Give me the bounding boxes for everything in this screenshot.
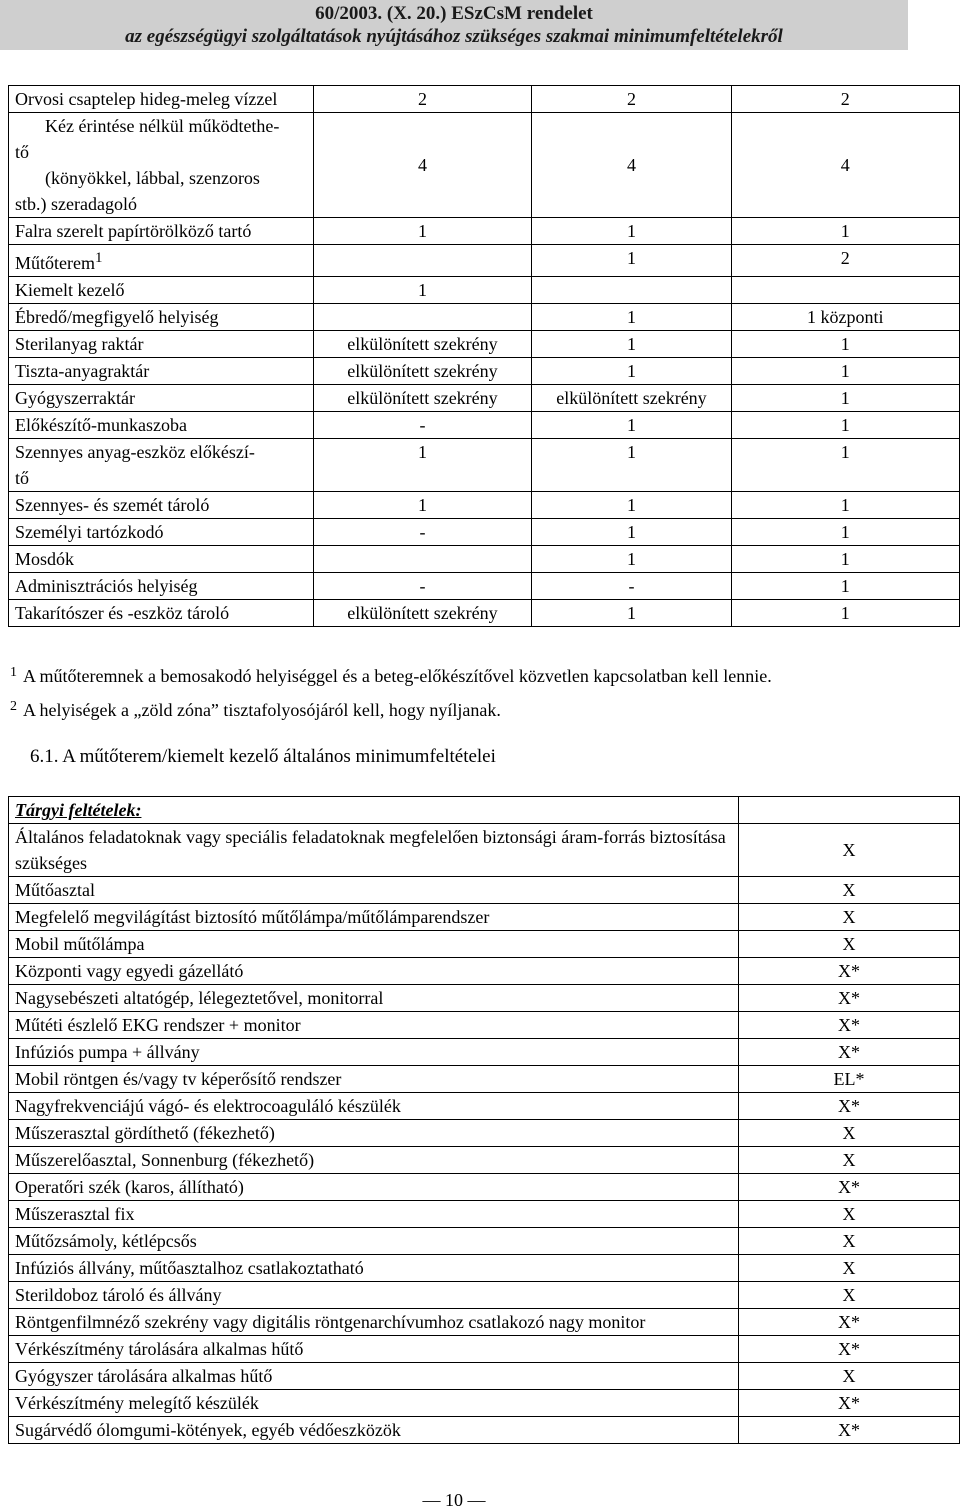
equipment-item: Vérkészítmény melegítő készülék (9, 1390, 739, 1417)
table-row (9, 218, 960, 245)
equipment-item: Infúziós állvány, műtőasztalhoz csatlakoztatható (9, 1255, 739, 1282)
table-cell: 1 (532, 492, 731, 519)
table-row (9, 1336, 960, 1363)
table-row (9, 931, 960, 958)
table-row (9, 1201, 960, 1228)
equipment-item: Általános feladatoknak vagy speciális feladatoknak megfelelően biztonsági áram-forrás biztosítása szükséges (9, 824, 739, 877)
table-cell: 1 (731, 492, 959, 519)
equipment-item: Operatőri szék (karos, állítható) (9, 1174, 739, 1201)
equipment-requirement: X* (738, 985, 959, 1012)
table-cell: 1 (731, 385, 959, 412)
table-cell: - (532, 573, 731, 600)
table-cell (738, 797, 959, 824)
table-cell: - (313, 519, 532, 546)
footnote-2: $^2$ A helyiségek a „zöld zóna” tisztafolyosójáról kell, hogy nyíljanak. (10, 699, 501, 720)
table-cell: - (313, 573, 532, 600)
equipment-item: Sterildoboz tároló és állvány (9, 1282, 739, 1309)
table-cell: 1 (731, 546, 959, 573)
equipment-item: Mobil röntgen és/vagy tv képerősítő rendszer (9, 1066, 739, 1093)
equipment-item: Mobil műtőlámpa (9, 931, 739, 958)
table-cell: Mosdók (9, 546, 314, 573)
table-cell: 1 (532, 546, 731, 573)
table-cell: 1 (532, 331, 731, 358)
equipment-requirement: X (738, 931, 959, 958)
room-requirements-table (8, 85, 960, 627)
table-row (9, 358, 960, 385)
equipment-requirement: X (738, 824, 959, 877)
table-cell: 1 (731, 600, 959, 627)
table-row (9, 1255, 960, 1282)
table-row (9, 277, 960, 304)
table-cell: 1 (731, 412, 959, 439)
table-row (9, 1228, 960, 1255)
equipment-requirement: X* (738, 1309, 959, 1336)
table-cell: Személyi tartózkodó (9, 519, 314, 546)
table-cell: Orvosi csaptelep hideg-meleg vízzel (9, 86, 314, 113)
footnote-mark: 1 (10, 665, 17, 680)
equipment-item: Központi vagy egyedi gázellátó (9, 958, 739, 985)
table-cell: elkülönített szekrény (313, 358, 532, 385)
table-cell: 1 (532, 245, 731, 277)
table-row (9, 958, 960, 985)
table-row (9, 985, 960, 1012)
table-cell: Ébredő/megfigyelő helyiség (9, 304, 314, 331)
table-cell: Gyógyszerraktár (9, 385, 314, 412)
table-cell (532, 277, 731, 304)
document-header (0, 0, 908, 50)
equipment-item: Nagyfrekvenciájú vágó- és elektrocoaguláló készülék (9, 1093, 739, 1120)
table-cell: Kéz érintése nélkül működtethe- tő (könyökkel, lábbal, szenzoros stb.) szeradagoló (9, 113, 314, 218)
table-row (9, 412, 960, 439)
section-title: 6.1. A műtőterem/kiemelt kezelő általános minimumfeltételei (30, 746, 496, 767)
table-cell: 2 (532, 86, 731, 113)
table-row (9, 86, 960, 113)
equipment-requirement: X* (738, 958, 959, 985)
equipment-requirement: X (738, 904, 959, 931)
equipment-requirement: X* (738, 1417, 959, 1444)
table-cell: 1 (731, 519, 959, 546)
table-row (9, 877, 960, 904)
table-row (9, 439, 960, 492)
table-cell: 1 központi (731, 304, 959, 331)
table-cell: 4 (731, 113, 959, 218)
table-cell (313, 546, 532, 573)
table-row (9, 1039, 960, 1066)
table-row (9, 1066, 960, 1093)
equipment-requirement: X* (738, 1093, 959, 1120)
footnote-1: $^1$ A műtőteremnek a bemosakodó helyiséggel és a beteg-előkészítővel közvetlen kapcsolatban kell lennie. (10, 665, 772, 686)
table-cell: elkülönített szekrény (313, 385, 532, 412)
table-cell: Előkészítő-munkaszoba (9, 412, 314, 439)
table-cell: Szennyes- és szemét tároló (9, 492, 314, 519)
equipment-requirement: X (738, 1120, 959, 1147)
table-cell: Takarítószer és -eszköz tároló (9, 600, 314, 627)
table-cell: 1 (731, 439, 959, 492)
table-cell: 1 (313, 277, 532, 304)
table-cell: 2 (731, 245, 959, 277)
table-row (9, 1417, 960, 1444)
table-row (9, 304, 960, 331)
table-cell: 1 (532, 519, 731, 546)
table-cell: elkülönített szekrény (313, 600, 532, 627)
table-cell: Kiemelt kezelő (9, 277, 314, 304)
table-cell: Sterilanyag raktár (9, 331, 314, 358)
table-row (9, 1120, 960, 1147)
table-cell: 1 (313, 439, 532, 492)
table-row (9, 331, 960, 358)
equipment-requirement: X (738, 1228, 959, 1255)
equipment-requirements-table (8, 796, 960, 1444)
equipment-requirement: X (738, 877, 959, 904)
table-row (9, 1174, 960, 1201)
equipment-requirement: X* (738, 1012, 959, 1039)
table-cell (313, 245, 532, 277)
table-row (9, 1282, 960, 1309)
equipment-item: Műtéti észlelő EKG rendszer + monitor (9, 1012, 739, 1039)
table-cell: 1 (532, 218, 731, 245)
table-cell: 1 (731, 358, 959, 385)
equipment-item: Gyógyszer tárolására alkalmas hűtő (9, 1363, 739, 1390)
equipment-item: Műszerasztal fix (9, 1201, 739, 1228)
equipment-item: Műtőasztal (9, 877, 739, 904)
table-row (9, 1363, 960, 1390)
header-title: 60/2003. (X. 20.) ESzCsM rendelet (315, 3, 593, 24)
table-row (9, 1012, 960, 1039)
equipment-item: Megfelelő megvilágítást biztosító műtőlámpa/műtőlámparendszer (9, 904, 739, 931)
equipment-item: Műtőzsámoly, kétlépcsős (9, 1228, 739, 1255)
table-row (9, 1309, 960, 1336)
equipment-requirement: X* (738, 1039, 959, 1066)
table-row (9, 385, 960, 412)
table-cell: Adminisztrációs helyiség (9, 573, 314, 600)
table-cell: Műtőterem$^1$ (9, 245, 314, 277)
table-heading: Tárgyi feltételek: (9, 797, 739, 824)
table-cell (731, 277, 959, 304)
table-cell: 1 (532, 439, 731, 492)
table-cell: 1 (313, 492, 532, 519)
table-row (9, 245, 960, 277)
table-cell: 1 (532, 600, 731, 627)
table-cell: 1 (532, 358, 731, 385)
equipment-item: Műszerasztal gördíthető (fékezhető) (9, 1120, 739, 1147)
table-row (9, 600, 960, 627)
equipment-item: Infúziós pumpa + állvány (9, 1039, 739, 1066)
table-cell: 1 (731, 573, 959, 600)
equipment-item: Műszerelőasztal, Sonnenburg (fékezhető) (9, 1147, 739, 1174)
table-cell: 1 (731, 331, 959, 358)
table-cell: 1 (532, 412, 731, 439)
table-row (9, 1390, 960, 1417)
equipment-requirement: X* (738, 1174, 959, 1201)
table-cell: 1 (532, 304, 731, 331)
table-cell: 1 (731, 218, 959, 245)
equipment-requirement: X (738, 1363, 959, 1390)
table-cell: 1 (313, 218, 532, 245)
equipment-requirement: X (738, 1282, 959, 1309)
table-header-row (9, 797, 960, 824)
equipment-requirement: X* (738, 1390, 959, 1417)
equipment-item: Nagysebészeti altatógép, lélegeztetővel, monitorral (9, 985, 739, 1012)
equipment-requirement: EL* (738, 1066, 959, 1093)
table-row (9, 1093, 960, 1120)
equipment-requirement: X (738, 1201, 959, 1228)
table-row (9, 1147, 960, 1174)
table-row (9, 519, 960, 546)
table-row (9, 573, 960, 600)
table-row (9, 546, 960, 573)
equipment-item: Sugárvédő ólomgumi-kötények, egyéb védőeszközök (9, 1417, 739, 1444)
table-cell: 2 (731, 86, 959, 113)
equipment-requirement: X (738, 1147, 959, 1174)
equipment-item: Vérkészítmény tárolására alkalmas hűtő (9, 1336, 739, 1363)
table-row (9, 824, 960, 877)
header-subtitle: az egészségügyi szolgáltatások nyújtásához szükséges szakmai minimumfeltételekről (125, 26, 783, 47)
equipment-requirement: X* (738, 1336, 959, 1363)
table-cell: Tiszta-anyagraktár (9, 358, 314, 385)
table-cell: elkülönített szekrény (313, 331, 532, 358)
table-cell: - (313, 412, 532, 439)
table-cell: Falra szerelt papírtörölköző tartó (9, 218, 314, 245)
table-row (9, 492, 960, 519)
table-row (9, 904, 960, 931)
equipment-requirement: X (738, 1255, 959, 1282)
equipment-item: Röntgenfilmnéző szekrény vagy digitális röntgenarchívumhoz csatlakozó nagy monitor (9, 1309, 739, 1336)
page-number: — 10 — (422, 1490, 486, 1510)
table-cell: 2 (313, 86, 532, 113)
table-cell: 4 (532, 113, 731, 218)
table-cell: elkülönített szekrény (532, 385, 731, 412)
table-cell (313, 304, 532, 331)
footnote-ref: 1 (94, 250, 103, 266)
footnote-mark: 2 (10, 699, 17, 714)
table-cell: 4 (313, 113, 532, 218)
table-row (9, 113, 960, 218)
table-cell: Szennyes anyag-eszköz előkészí- tő (9, 439, 314, 492)
